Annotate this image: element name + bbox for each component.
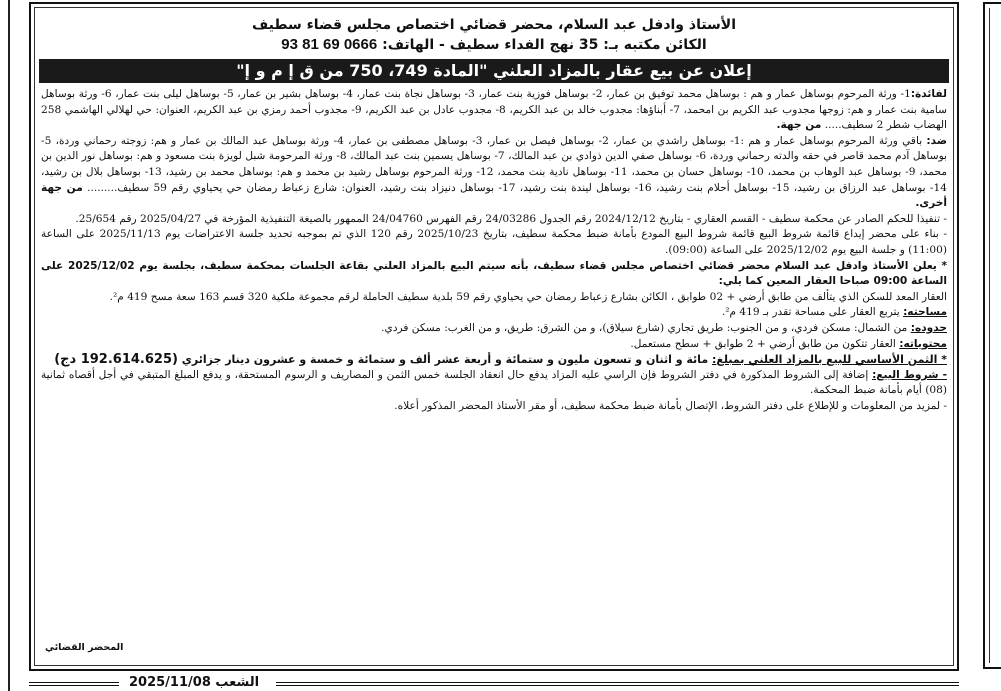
bounds-text: من الشمال: مسكن فردي، و من الجنوب: طريق تجاري (شارع سيلاق)، و من الشرق: طريق، و من الغرب: مسكن فردي. [381,321,908,334]
against-end: من جهة أخرى. [41,181,947,210]
legal-notice [29,2,959,671]
footer-rule-left [29,682,119,683]
left-column-rule [0,0,16,691]
area-label: مساحته: [903,306,947,319]
bounds-label: حدوده: [910,321,947,334]
address-text: الكائن مكتبه بـ: 35 نهج الفداء سطيف - الهاتف: [382,37,707,53]
announcement-paragraph: * يعلن الأستاذ وادفل عبد السلام محضر قضائي اختصاص مجلس قضاء سطيف، بأنه سيتم البيع بالمزاد العلني بقاعة الجلسات بمحكمة سطيف، بجلسة يوم 2025/12/02 على الساعة 09:00 صباحا العقار المعين كما يلي: [41,259,948,288]
judgment-paragraph: - تنفيذا للحكم الصادر عن محكمة سطيف - القسم العقاري - بتاريخ 2024/12/12 رقم الجدول 24/03286 رقم الفهرس 24/04760 الممهور بالصيغة التنفيذية المؤرخة في 2025/04/27 رقم 25/654. [75,212,947,225]
against-paragraph [41,134,947,212]
content-label: محتوياته: [899,337,947,350]
phone-number: 0666 69 81 93 [281,36,378,53]
notice-body [31,83,957,414]
footer-rule-right-2 [276,685,959,686]
terms-paragraph [41,368,947,399]
beneficiary-label: لفائدة: [910,88,947,100]
footer-rule-left-2 [29,685,119,686]
publication-date: 2025/11/08 [129,675,211,690]
terms-label: - شروط البيع: [872,368,947,381]
terms-text: إضافة إلى الشروط المذكورة في دفتر الشروط فإن الراسي عليه المزاد يدفع حال انعقاد الجلسة خمس الثمن و المصاريف و الرسوم المستحقة، و يدفع المبلغ المتبقي في أجل أقصاه ثمانية (08) أيام بأمانة ضبط المحكمة. [41,368,947,397]
against-text: باقي ورثة المرحوم بوساهل عمار و هم :1- بوساهل راشدي بن عمار، 2- بوساهل فيصل بن عمار، 3- بوساهل مصطفى بن عمار، 4- ورثة بوساهل عبد المالك بن عمار و هم: زوجته رحماني وردة، 5- بوساهل آدم محمد قاصر في حقه والدته رحماني وردة، 6- بوساهل صفي الدين ذوادي بن عبد المالك، 7- بوساهل يسمين بنت عبد المالك، 8- ورثة المرحومة شبل لويزة بنت مسعود و هم: بوساهل نور الدين بن محمد، 9- بوساهل عبد الوهاب بن محمد، 10- بوساهل حسان بن محمد، 11- بوساهل نادية بنت محمد، 12- ورثة المرحوم بوساهل رشيد بن محمد و هم: بوساهل محمد بن رشيد، 13- بوساهل بلال بن رشيد، 14- بوساهل عبد الرزاق بن رشيد، 15- بوساهل أحلام بنت رشيد، 16- بوساهل ليندة بنت رشيد، 17- بوساهل دنيزاد بنت رشيد، العنوان: شارع زعباط رمضان حي يحياوي رقم 59 سطيف......... [41,134,948,194]
signature: المحضر القضائي [45,642,124,653]
bounds-paragraph [41,321,947,337]
area-paragraph [41,305,947,321]
area-text: يتربع العقار على مساحة تقدر بـ 419 م². [721,306,900,319]
beneficiary-end: من جهة. [776,119,822,132]
bailiff-address [31,35,957,55]
filing-paragraph: - بناء على محضر إيداع قائمة شروط البيع قائمة شروط البيع المودع بأمانة ضبط محكمة سطيف، بتاريخ 2025/10/23 رقم 120 الذي تم بموجبه تحديد جلسة الاعتراضات يوم 2025/11/13 على الساعة (11:00) و جلسة البيع يوم 2025/12/02 على الساعة (09:00). [41,228,947,256]
beneficiary-paragraph [41,87,947,134]
price-text: مائة و اثنان و تسعون مليون و ستمائة و أربعة عشر ألف و ستمائة و خمسة و عشرون دينار جزائري [181,353,709,367]
footer-rule-right [276,682,959,683]
newspaper-footer [29,674,959,691]
newspaper-name: الشعب [215,675,260,690]
footer-label [129,674,259,691]
price-label: * الثمن الأساسي للبيع بالمزاد العلني بمبلغ: [711,353,947,367]
content-paragraph [41,337,947,353]
beneficiary-text: 1- ورثة المرحوم بوساهل عمار و هم : بوساهل محمد توفيق بن عمار، 2- بوساهل فوزية بنت عمار، 3- بوساهل نجاة بنت عمار، 4- بوساهل بشير بن عمار، 5- بوساهل ليلى بنت عمار، 6- ورثة بوساهل سامية بنت عمار و هم: زوجها مجدوب عبد الكريم بن امحمد، 7- أبناؤها: مجدوب خالد بن عبد الكريم، 8- مجدوب عادل بن عبد الكريم، 9- مجدوب أحمد رمزي بن عبد الكريم، العنوان: حي لهلالي الهاشمي 258 الهضاب شطر 2 سطيف..... [41,88,947,132]
price-paragraph [41,352,947,368]
content-text: العقار تتكون من طابق أرضي + 2 طوابق + سطح مستعمل. [630,337,896,350]
info-paragraph: - لمزيد من المعلومات و للإطلاع على دفتر الشروط، الإتصال بأمانة ضبط محكمة سطيف، أو مقر الأستاذ المحضر المذكور أعلاه. [394,399,947,412]
right-column-frame [983,2,1001,669]
notice-title-banner: إعلان عن بيع عقار بالمزاد العلني "المادة 749، 750 من ق إ م و إ" [39,59,949,83]
property-paragraph: العقار المعد للسكن الذي يتألف من طابق أرضي + 02 طوابق ، الكائن بشارع زعباط رمضان حي يحياوي رقم 59 بلدية سطيف الحاملة لرقم مجموعة ملكية 320 قسم 163 سعة مسح 419 م². [109,290,947,303]
notice-header [31,16,957,55]
bailiff-name: الأستاذ وادفل عبد السلام، محضر قضائي اختصاص مجلس قضاء سطيف [251,17,737,33]
price-number: (192.614.625 دج) [54,352,178,368]
against-label: ضد: [926,134,947,147]
